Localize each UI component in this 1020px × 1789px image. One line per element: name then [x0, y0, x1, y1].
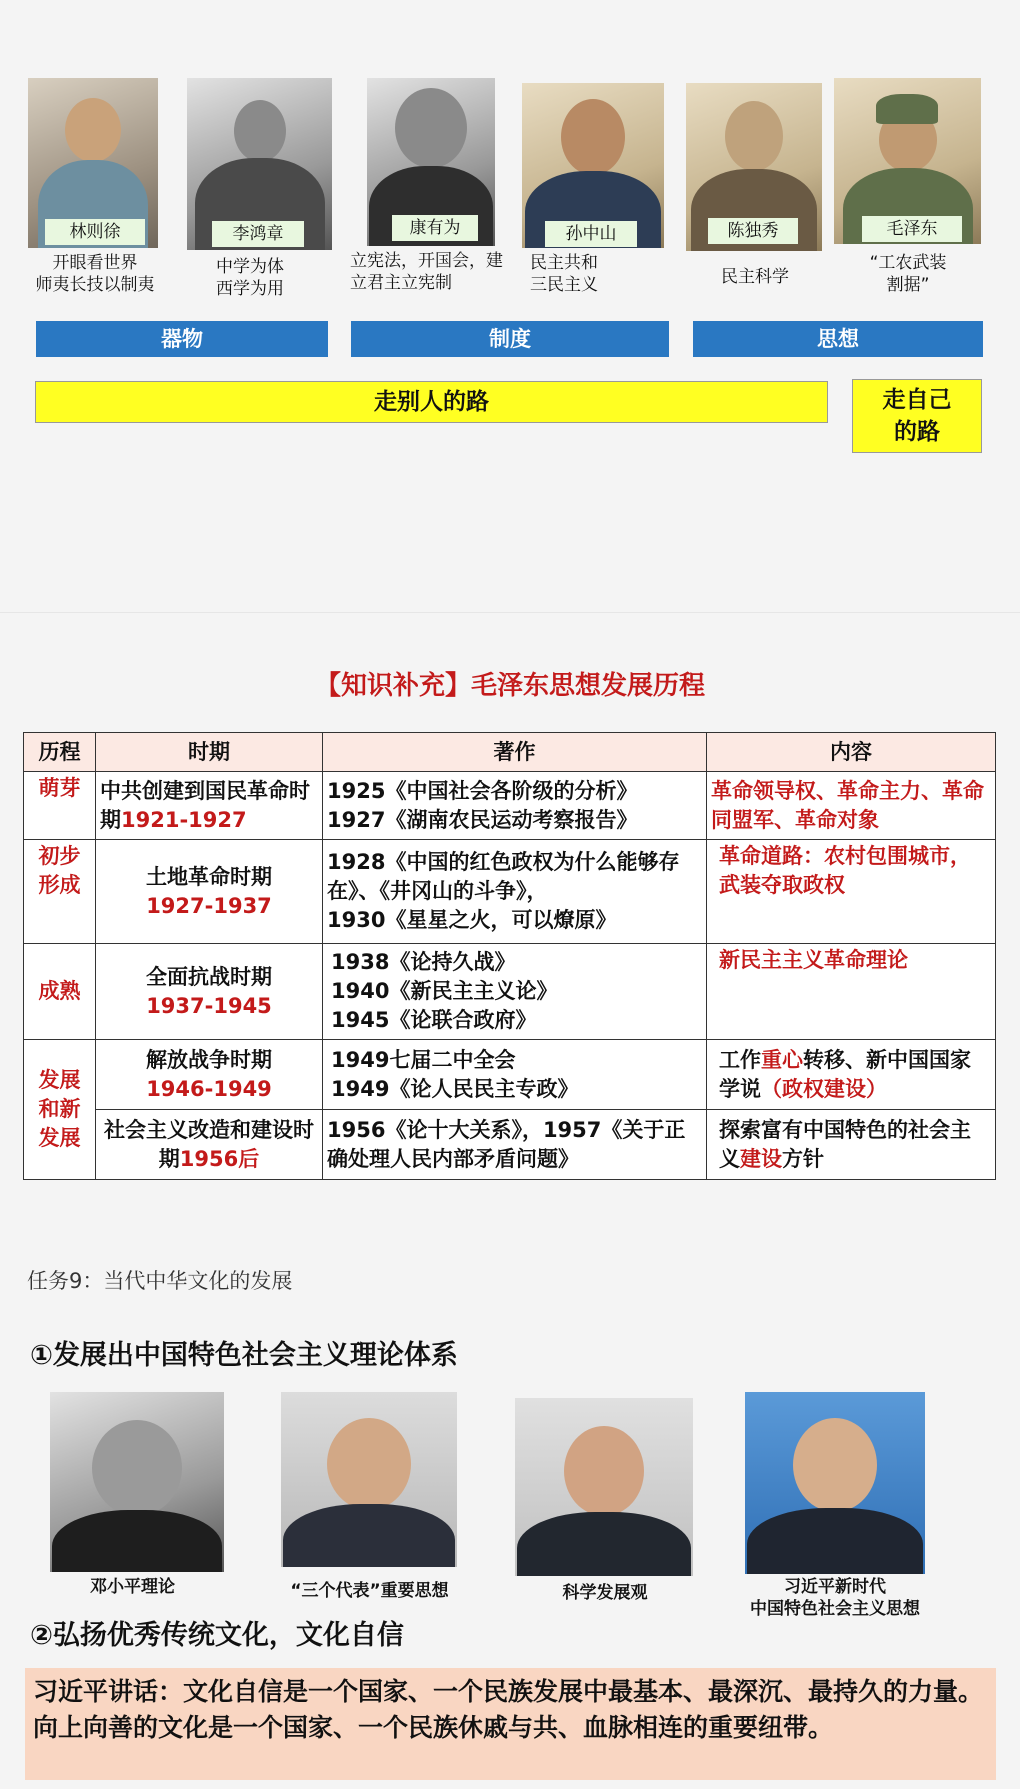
figure-name: 林则徐: [45, 219, 145, 245]
period-cell: [96, 1110, 323, 1180]
content-highlight: 重心: [761, 1047, 803, 1072]
leader-photo-deng: [50, 1392, 224, 1572]
leader-photo-jiang: [281, 1392, 457, 1567]
table-row: [24, 772, 996, 840]
figure-name: 李鸿章: [212, 221, 304, 247]
speech-quote-box: 习近平讲话：文化自信是一个国家、一个民族发展中最基本、最深沉、最持久的力量。向上向善的文化是一个国家、一个民族休戚与共、血脉相连的重要纽带。: [25, 1668, 996, 1780]
table-row: [24, 944, 996, 1040]
table-header-row: [24, 733, 996, 772]
leader-photo-hu: [515, 1398, 693, 1576]
works-cell: 1956《论十大关系》，1957《关于正确处理人民内部矛盾问题》: [323, 1110, 707, 1180]
content-text: 探索富有中国特色的社会主义: [719, 1117, 971, 1171]
period-years: 1937-1945: [146, 993, 272, 1018]
content-cell: [707, 1040, 996, 1110]
section-divider: [0, 612, 1020, 613]
theory-caption: 习近平新时代 中国特色社会主义思想: [750, 1577, 920, 1619]
period-text: 中共创建到国民革命时期: [100, 778, 310, 832]
works-cell: 1949七届二中全会 1949《论人民民主专政》: [323, 1040, 707, 1110]
table-row: [24, 1110, 996, 1180]
figure-name: 孙中山: [545, 221, 637, 247]
category-bar-objects: 器物: [36, 321, 328, 357]
stage-cell: 发展 和新 发展: [24, 1040, 96, 1180]
table-row: [24, 840, 996, 944]
content-cell: [707, 1110, 996, 1180]
category-bar-system: 制度: [351, 321, 669, 357]
section-heading-2: ②弘扬优秀传统文化，文化自信: [30, 1620, 404, 1651]
theory-caption: 邓小平理论: [90, 1577, 175, 1597]
stage-cell: 萌芽: [24, 772, 96, 840]
figure-caption: 开眼看世界 师夷长技以制夷: [35, 253, 155, 295]
leader-photo-xi: [745, 1392, 925, 1574]
period-cell: [96, 772, 323, 840]
content-text: 转移、新中国国家学说: [719, 1047, 971, 1101]
period-text: 土地革命时期: [146, 864, 272, 889]
column-header: 时期: [96, 733, 323, 772]
column-header: 历程: [24, 733, 96, 772]
period-cell: [96, 944, 323, 1040]
works-cell: 1938《论持久战》 1940《新民主主义论》 1945《论联合政府》: [323, 944, 707, 1040]
period-years: 1927-1937: [146, 893, 272, 918]
period-years: 1946-1949: [146, 1076, 272, 1101]
works-cell: 1928《中国的红色政权为什么能够存在》、《井冈山的斗争》， 1930《星星之火，可以燎原》: [323, 840, 707, 944]
content-cell: 新民主主义革命理论: [707, 944, 996, 1040]
content-cell: 革命领导权、革命主力、革命同盟军、革命对象: [707, 772, 996, 840]
category-bar-thought: 思想: [693, 321, 983, 357]
section-heading-1: ①发展出中国特色社会主义理论体系: [30, 1340, 458, 1371]
table-row: [24, 1040, 996, 1110]
content-cell: 革命道路：农村包围城市，武装夺取政权: [707, 840, 996, 944]
supplement-title: 【知识补充】毛泽东思想发展历程: [314, 671, 705, 701]
period-text: 解放战争时期: [146, 1047, 272, 1072]
period-years: 1921-1927: [121, 807, 247, 832]
mao-thought-table: [23, 732, 996, 1180]
period-cell: [96, 840, 323, 944]
content-highlight: （政权建设）: [761, 1076, 887, 1101]
period-cell: [96, 1040, 323, 1110]
column-header: 著作: [323, 733, 707, 772]
content-text: 工作: [719, 1047, 761, 1072]
theory-caption: “三个代表”重要思想: [290, 1581, 449, 1601]
figure-caption: “工农武装 割据”: [869, 253, 947, 295]
stage-cell: 成熟: [24, 944, 96, 1040]
column-header: 内容: [707, 733, 996, 772]
figure-name: 毛泽东: [862, 216, 962, 242]
content-text: 方针: [782, 1146, 824, 1171]
figure-name: 康有为: [392, 215, 478, 241]
figure-caption: 民主科学: [721, 267, 789, 287]
theory-caption: 科学发展观: [562, 1583, 648, 1603]
period-years: 1956后: [179, 1146, 260, 1171]
period-text: 社会主义改造和建设时期: [104, 1117, 314, 1171]
figure-caption: 民主共和 三民主义: [530, 253, 598, 295]
figure-name: 陈独秀: [708, 218, 798, 244]
period-text: 全面抗战时期: [146, 964, 272, 989]
task-heading: 任务9：当代中华文化的发展: [27, 1269, 293, 1293]
path-others-box: 走别人的路: [35, 381, 828, 423]
figure-caption: 中学为体 西学为用: [216, 257, 284, 299]
content-highlight: 建设: [740, 1146, 782, 1171]
path-own-box: 走自己 的路: [852, 379, 982, 453]
works-cell: 1925《中国社会各阶级的分析》 1927《湖南农民运动考察报告》: [323, 772, 707, 840]
figure-caption: 立宪法，开国会，建 立君主立宪制: [350, 251, 503, 293]
stage-cell: 初步 形成: [24, 840, 96, 944]
